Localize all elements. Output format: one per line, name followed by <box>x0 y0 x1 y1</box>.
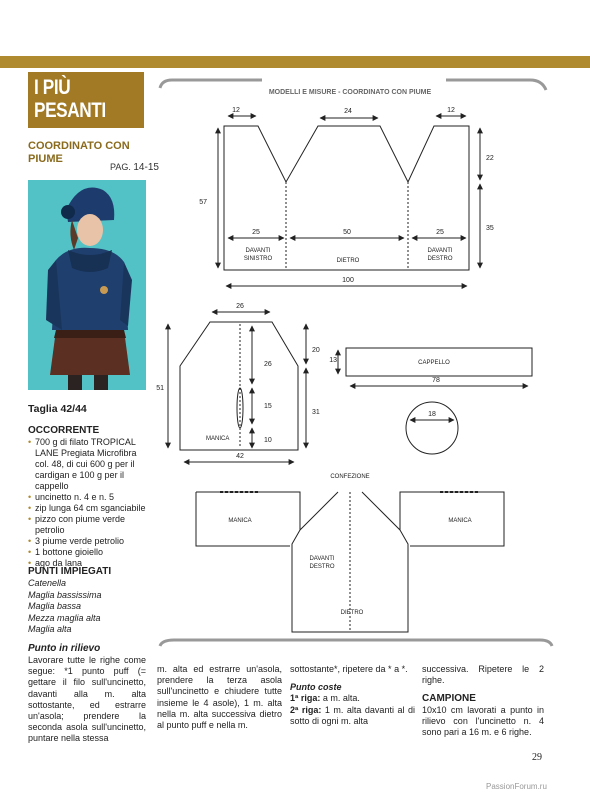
list-item: Mezza maglia alta <box>28 612 101 623</box>
materials-list <box>28 437 148 569</box>
instructions-column-4: successiva. Ripetere le 2 righe. CAMPIONE 10x10 cm lavorati a punto in rilievo con l'uncinetto n. 4 sono pari a 16 m. e 6 righe. <box>422 664 544 738</box>
relief-stitch-text: Lavorare tutte le righe come segue: *1 punto puff (= gettare il filo sull'uncinetto, davanti alla m. alta sottostante, ed estrarre un'asola; prendere la seconda asola sull'uncinetto, puntare nella stessa <box>28 655 146 744</box>
gauge-heading: CAMPIONE <box>422 693 476 705</box>
svg-text:42: 42 <box>236 453 244 460</box>
page-number: 29 <box>532 752 542 763</box>
sleeve-piece-outline <box>180 322 298 450</box>
svg-text:12: 12 <box>232 107 240 114</box>
svg-text:22: 22 <box>486 155 494 162</box>
svg-text:18: 18 <box>428 411 436 418</box>
list-item: • 3 piume verde petrolio <box>28 536 148 547</box>
svg-text:DAVANTI: DAVANTI <box>245 248 271 254</box>
list-item: • 1 bottone gioiello <box>28 547 148 558</box>
model-photo <box>28 180 146 390</box>
pattern-title: COORDINATO CON PIUME <box>28 140 130 165</box>
svg-text:DESTRO: DESTRO <box>427 256 453 262</box>
section-title-line1: I PIÙ <box>34 76 71 99</box>
hat-crown-outline <box>406 402 458 454</box>
instructions-column-3: sottostante*, ripetere da * a *. Punto coste 1ª riga: a m. alta. 2ª riga: 1 m. alta davanti al di sotto di ogni m. alta <box>290 664 415 726</box>
list-item: Catenella <box>28 578 67 588</box>
svg-text:50: 50 <box>343 229 351 236</box>
bracket-top-left <box>160 80 262 88</box>
list-item: • 700 g di filato TROPICAL LANE Pregiata Microfibra col. 48, di cui 600 g per il cardigan e 100 g per il cappello <box>28 437 148 492</box>
svg-text:26: 26 <box>236 303 244 310</box>
svg-text:DAVANTI: DAVANTI <box>309 556 335 562</box>
list-item: • uncinetto n. 4 e n. 5 <box>28 492 148 503</box>
svg-text:DAVANTI: DAVANTI <box>427 248 453 254</box>
watermark: PassionForum.ru <box>486 782 547 791</box>
section-title-box <box>28 72 144 128</box>
svg-text:CONFEZIONE: CONFEZIONE <box>330 474 370 480</box>
svg-text:DIETRO: DIETRO <box>336 258 360 264</box>
svg-text:13: 13 <box>329 357 337 364</box>
relief-stitch-heading: Punto in rilievo <box>28 643 101 654</box>
svg-text:51: 51 <box>156 385 164 392</box>
svg-text:25: 25 <box>436 229 444 236</box>
svg-text:100: 100 <box>342 277 354 284</box>
svg-text:SINISTRO: SINISTRO <box>243 256 273 262</box>
list-item: • zip lunga 64 cm sganciabile <box>28 503 148 514</box>
list-item: Maglia bassa <box>28 601 82 611</box>
schematics-diagram <box>150 70 590 660</box>
svg-text:15: 15 <box>264 403 272 410</box>
svg-text:10: 10 <box>264 437 272 444</box>
svg-text:MANICA: MANICA <box>448 518 472 524</box>
svg-text:CAPPELLO: CAPPELLO <box>418 360 450 366</box>
svg-text:DIETRO: DIETRO <box>340 610 364 616</box>
svg-text:35: 35 <box>486 225 494 232</box>
ribbing-heading: Punto coste <box>290 682 342 693</box>
svg-text:20: 20 <box>312 347 320 354</box>
list-item: Maglia bassissima <box>28 589 102 600</box>
instructions-column-2: m. alta ed estrarre un'asola, prendere la terza asola sull'uncinetto e chiudere tutte insieme le 4 asole), 1 m. alta nella m. alta successiva dietro al punto puff e nella m. <box>157 664 282 731</box>
list-item: Maglia alta <box>28 624 72 634</box>
svg-text:25: 25 <box>252 229 260 236</box>
svg-text:12: 12 <box>447 107 455 114</box>
section-title-line2: PESANTI <box>34 99 106 122</box>
svg-text:24: 24 <box>344 108 352 115</box>
svg-text:31: 31 <box>312 409 320 416</box>
diagram-title: MODELLI E MISURE - COORDINATO CON PIUME <box>268 89 432 96</box>
stitches-list <box>28 578 148 636</box>
stitches-heading: PUNTI IMPIEGATI <box>28 566 112 577</box>
svg-text:MANICA: MANICA <box>228 518 252 524</box>
bracket-bottom <box>160 640 552 646</box>
materials-heading: OCCORRENTE <box>28 425 100 436</box>
svg-text:26: 26 <box>264 361 272 368</box>
svg-text:57: 57 <box>199 199 207 206</box>
svg-text:DESTRO: DESTRO <box>309 564 335 570</box>
bracket-top-right <box>446 80 546 90</box>
page-reference: PAG. 14-15 <box>110 162 159 173</box>
top-color-bar <box>0 56 590 68</box>
size-label: Taglia 42/44 <box>28 403 87 415</box>
list-item: • ago da lana <box>28 558 148 569</box>
svg-text:78: 78 <box>432 377 440 384</box>
list-item: • pizzo con piume verde petrolio <box>28 514 148 536</box>
svg-text:MANICA: MANICA <box>206 436 230 442</box>
